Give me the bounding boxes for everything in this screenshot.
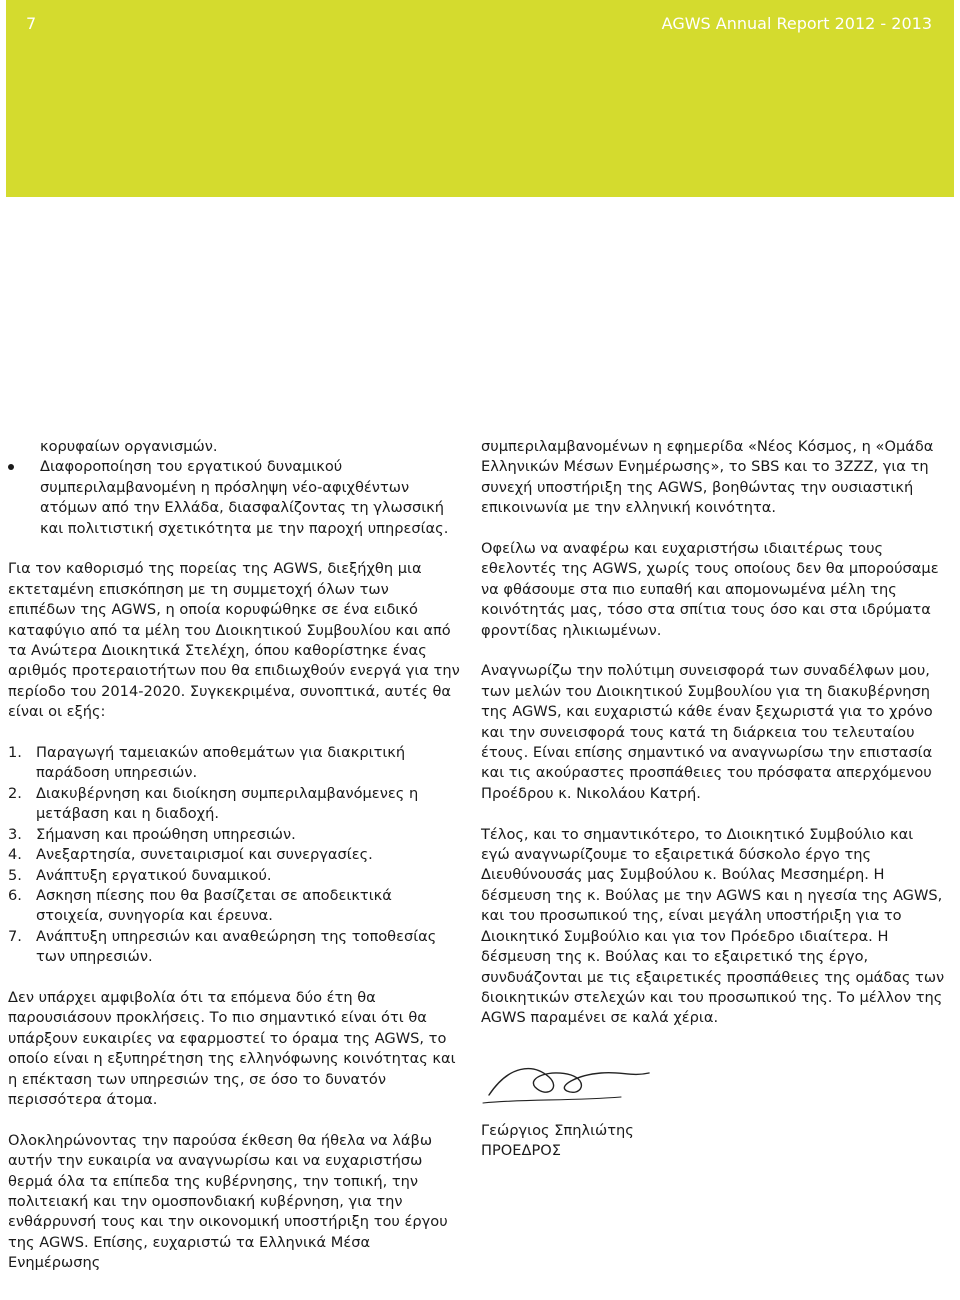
list-item: 4. Ανεξαρτησία, συνεταιρισμοί και συνεργασίες. [8, 846, 373, 864]
signatory-title: ΠΡΟΕΔΡΟΣ [481, 1142, 561, 1160]
report-title: AGWS Annual Report 2012 - 2013 [661, 14, 932, 33]
signature-image [481, 1055, 656, 1111]
list-continuation: κορυφαίων οργανισμών. [40, 438, 218, 455]
paragraph-challenges: Δεν υπάρχει αμφιβολία ότι τα επόμενα δύο έτη θα παρουσιάσουν προκλήσεις. Το πιο σημαντικό είναι ότι θα υπάρξουν ευκαιρίες να εφαρμοστεί το όραμα της AGWS, το οποίο είναι η εξυπηρέτηση της ελληνόφωνης κοινότητας και η επέκταση των υπηρεσιών της, σε όσο το δυνατόν περισσότερα άτομα. [8, 988, 456, 1108]
right-column [481, 437, 946, 1162]
list-item: 2. Διακυβέρνηση και διοίκηση συμπεριλαμβανόμενες η μετάβαση και η διαδοχή. [8, 784, 419, 823]
paragraph-closing: Ολοκληρώνοντας την παρούσα έκθεση θα ήθελα να λάβω αυτήν την ευκαιρία να αναγνωρίσω και να ευχαριστήσω θερμά όλα τα επίπεδα της κυβέρνησης, την τοπική, την πολιτειακή και την ομοσπονδιακή κυβέρνηση, για την ενθάρρυνσή τους και την οικονομική υποστήριξη του έργου της AGWS. Επίσης, ευχαριστώ τα Ελληνικά Μέσα Ενημέρωσης [8, 1131, 448, 1272]
list-item: 5. Ανάπτυξη εργατικού δυναμικού. [8, 866, 272, 884]
paragraph-direction: Για τον καθορισμό της πορείας της AGWS, διεξήχθη μια εκτεταμένη επισκόπηση με τη συμμετοχή όλων των επιπέδων της AGWS, η οποία κορυφώθηκε σε ένα ειδικό καταφύγιο από τα μέλη του Διοικητικού Συμβουλίου και από τα Ανώτερα Διοικητικά Στελέχη, όπου καθορίστηκε ένας αριθμός προτεραιοτήτων που θα επιδιωχθούν ενεργά για την περίοδο του 2014-2020. Συγκεκριμένα, συνοπτικά, αυτές θα είναι οι εξής: [8, 560, 460, 721]
paragraph-media: συμπεριλαμβανομένων η εφημερίδα «Νέος Κόσμος, η «Ομάδα Ελληνικών Μέσων Ενημέρωσης», το SBS και το 3ZZZ, για τη συνεχή υποστήριξη της AGWS, βοηθώντας την ουσιαστική επικοινωνία με την ελληνική κοινότητα. [481, 438, 934, 517]
list-item-workforce: Διαφοροποίηση του εργατικού δυναμικού συμπεριλαμβανομένη η πρόσληψη νέο-αφιχθέντων ατόμων από την Ελλάδα, διασφαλίζοντας τη γλωσσική και πολιτιστική σχετικότητα με την παροχή υπηρεσίας. [8, 457, 460, 539]
header-banner [6, 0, 954, 197]
list-item: 1. Παραγωγή ταμειακών αποθεμάτων για διακριτική παράδοση υπηρεσιών. [8, 744, 406, 782]
paragraph-board: Αναγνωρίζω την πολύτιμη συνεισφορά των συναδέλφων μου, των μελών του Διοικητικού Συμβουλίου για τη διακυβέρνηση της AGWS, και ευχαριστώ κάθε έναν ξεχωριστά για το χρόνο και την συνεισφορά τους κατά τη διάρκεια του τελευταίου έτους. Είναι επίσης σημαντικό να αναγνωρίσω την επιστασία και τις ακούραστες προσπάθειες του πρόσφατα απερχόμενου Προέδρου κ. Νικολάου Κατρή. [481, 662, 933, 802]
left-column [8, 437, 460, 1274]
paragraph-ceo: Τέλος, και το σημαντικότερο, το Διοικητικό Συμβούλιο και εγώ αναγνωρίζουμε το εξαιρετικά δύσκολο έργο της Διευθύνουσάς μας Συμβούλου κ. Βούλας Μεσσημέρη. Η δέσμευση της κ. Βούλας με την AGWS και η ηγεσία της AGWS, και του προσωπικού της, είναι μεγάλη υποστήριξη για το Διοικητικό Συμβούλιο και για τον Πρόεδρο ιδιαίτερα. Η δέσμευση της κ. Βούλας και το εξαιρετικό της έργο, συνδυάζονται με τις εξαιρετικές προσπάθειες της ομάδας των διοικητικών στελεχών και του προσωπικού της. Το μέλλον της AGWS παραμένει σε καλά χέρια. [481, 825, 945, 1027]
list-item: 7. Ανάπτυξη υπηρεσιών και αναθεώρηση της τοποθεσίας των υπηρεσιών. [8, 927, 437, 966]
signatory-name: Γεώργιος Σπηλιώτης [481, 1121, 634, 1139]
priorities-list [8, 743, 460, 967]
paragraph-volunteers: Οφείλω να αναφέρω και ευχαριστήσω ιδιαιτέρως τους εθελοντές της AGWS, χωρίς τους οποίους δεν θα μπορούσαμε να φθάσουμε στα πιο ευπαθή και απομονωμένα μέλη της κοινότητάς μας, τόσο στα σπίτια τους όσο και στα ιδρύματα φροντίδας ηλικιωμένων. [481, 540, 939, 639]
list-item: 6. Ασκηση πίεσης που θα βασίζεται σε αποδεικτικά στοιχεία, συνηγορία και έρευνα. [8, 886, 392, 925]
page-number: 7 [26, 14, 37, 33]
list-item: 3. Σήμανση και προώθηση υπηρεσιών. [8, 825, 296, 843]
